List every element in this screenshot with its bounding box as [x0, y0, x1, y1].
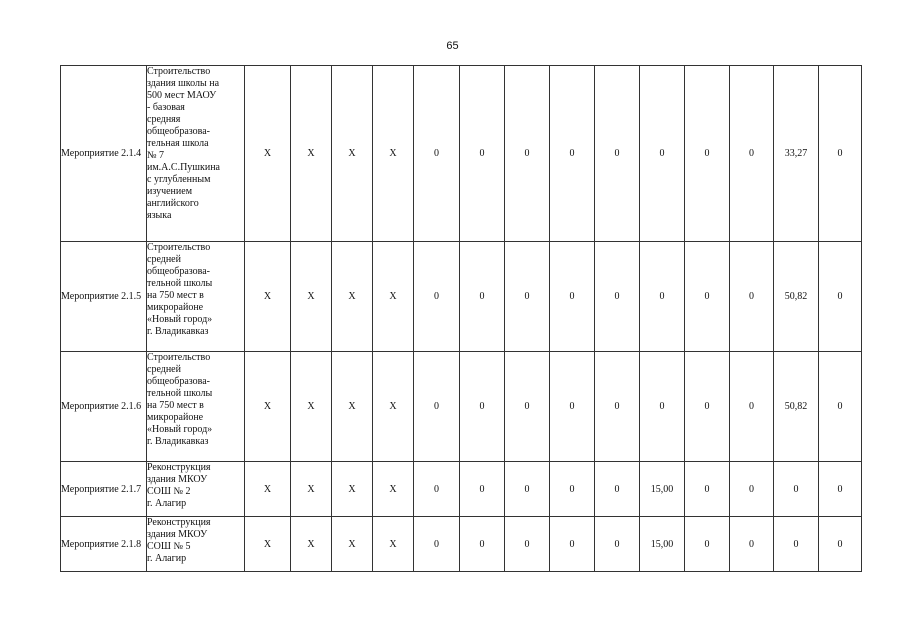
- value-cell: X: [291, 352, 332, 462]
- value-cell: 50,82: [774, 242, 819, 352]
- description-line: общеобразова-: [147, 266, 211, 277]
- description-line: средней: [147, 254, 181, 265]
- value-cell: 0: [640, 66, 685, 242]
- value-cell: X: [373, 517, 414, 572]
- description-line: Строительство: [147, 242, 211, 253]
- value-cell: 0: [505, 462, 550, 517]
- value-cell: 0: [730, 517, 774, 572]
- value-cell: X: [291, 66, 332, 242]
- value-cell: 0: [595, 517, 640, 572]
- page-number: 65: [446, 40, 459, 52]
- measure-label: Мероприятие 2.1.5: [61, 242, 147, 352]
- description-line: языка: [147, 210, 172, 221]
- description-line: тельной школы: [147, 278, 213, 289]
- value-cell: 0: [685, 517, 730, 572]
- value-cell: 0: [550, 462, 595, 517]
- value-cell: 0: [640, 242, 685, 352]
- value-cell: 0: [819, 66, 862, 242]
- value-cell: 0: [595, 66, 640, 242]
- description-line: Строительство: [147, 66, 211, 77]
- value-cell: 0: [460, 352, 505, 462]
- description-line: Реконструкция: [147, 517, 211, 528]
- table-row: [61, 462, 862, 517]
- value-cell: 0: [460, 66, 505, 242]
- value-cell: X: [245, 242, 291, 352]
- value-cell: 0: [685, 66, 730, 242]
- description-line: «Новый город»: [147, 424, 213, 435]
- description-line: на 750 мест в: [147, 400, 204, 411]
- value-cell: 0: [685, 462, 730, 517]
- value-cell: 0: [730, 66, 774, 242]
- value-cell: 0: [730, 352, 774, 462]
- description-line: «Новый город»: [147, 314, 213, 325]
- value-cell: X: [291, 242, 332, 352]
- description-line: № 7: [147, 150, 165, 161]
- value-cell: X: [245, 462, 291, 517]
- value-cell: X: [245, 66, 291, 242]
- description-line: г. Алагир: [147, 553, 187, 564]
- value-cell: 0: [819, 242, 862, 352]
- value-cell: 0: [505, 352, 550, 462]
- value-cell: 0: [595, 462, 640, 517]
- measure-description: [147, 352, 245, 462]
- value-cell: 0: [460, 242, 505, 352]
- value-cell: X: [291, 462, 332, 517]
- value-cell: 0: [819, 517, 862, 572]
- value-cell: 0: [550, 242, 595, 352]
- measure-label: Мероприятие 2.1.7: [61, 462, 147, 517]
- description-line: им.А.С.Пушкина: [147, 162, 220, 173]
- description-line: г. Владикавказ: [147, 436, 209, 447]
- description-line: здания школы на: [147, 78, 220, 89]
- description-line: Строительство: [147, 352, 211, 363]
- value-cell: 0: [414, 352, 460, 462]
- description-line: английского: [147, 198, 199, 209]
- value-cell: 0: [685, 352, 730, 462]
- description-line: с углубленным: [147, 174, 211, 185]
- value-cell: 0: [819, 352, 862, 462]
- description-line: общеобразова-: [147, 376, 211, 387]
- description-line: здания МКОУ: [147, 529, 208, 540]
- value-cell: 0: [595, 352, 640, 462]
- table-row: [61, 352, 862, 462]
- value-cell: 0: [505, 242, 550, 352]
- value-cell: 0: [505, 66, 550, 242]
- value-cell: X: [332, 352, 373, 462]
- value-cell: X: [332, 517, 373, 572]
- value-cell: 0: [730, 242, 774, 352]
- value-cell: 0: [460, 517, 505, 572]
- measure-label: Мероприятие 2.1.6: [61, 352, 147, 462]
- description-line: г. Алагир: [147, 498, 187, 509]
- value-cell: 0: [774, 517, 819, 572]
- value-cell: 0: [550, 66, 595, 242]
- description-line: - базовая: [147, 102, 185, 113]
- description-line: на 750 мест в: [147, 290, 204, 301]
- value-cell: X: [373, 242, 414, 352]
- value-cell: 0: [414, 242, 460, 352]
- value-cell: 0: [685, 242, 730, 352]
- measure-description: [147, 462, 245, 517]
- description-line: СОШ № 2: [147, 486, 191, 497]
- measure-description: [147, 66, 245, 242]
- measures-table: [60, 65, 862, 572]
- value-cell: 0: [550, 517, 595, 572]
- description-line: г. Владикавказ: [147, 326, 209, 337]
- measure-label: Мероприятие 2.1.4: [61, 66, 147, 242]
- value-cell: X: [332, 66, 373, 242]
- value-cell: 50,82: [774, 352, 819, 462]
- value-cell: X: [373, 462, 414, 517]
- description-line: тельной школы: [147, 388, 213, 399]
- value-cell: 0: [414, 66, 460, 242]
- table-row: [61, 66, 862, 242]
- value-cell: X: [332, 242, 373, 352]
- value-cell: 0: [595, 242, 640, 352]
- description-line: тельная школа: [147, 138, 209, 149]
- description-line: микрорайоне: [147, 412, 204, 423]
- value-cell: 0: [774, 462, 819, 517]
- description-line: СОШ № 5: [147, 541, 191, 552]
- value-cell: 0: [640, 352, 685, 462]
- description-line: здания МКОУ: [147, 474, 208, 485]
- measure-description: [147, 517, 245, 572]
- description-line: общеобразова-: [147, 126, 211, 137]
- description-line: 500 мест МАОУ: [147, 90, 217, 101]
- value-cell: X: [245, 352, 291, 462]
- value-cell: 0: [414, 462, 460, 517]
- value-cell: 0: [505, 517, 550, 572]
- value-cell: 15,00: [640, 462, 685, 517]
- measure-description: [147, 242, 245, 352]
- value-cell: 33,27: [774, 66, 819, 242]
- table-row: [61, 517, 862, 572]
- value-cell: X: [373, 352, 414, 462]
- value-cell: X: [332, 462, 373, 517]
- value-cell: 0: [414, 517, 460, 572]
- description-line: средняя: [147, 114, 181, 125]
- description-line: Реконструкция: [147, 462, 211, 473]
- measure-label: Мероприятие 2.1.8: [61, 517, 147, 572]
- description-line: средней: [147, 364, 181, 375]
- value-cell: X: [373, 66, 414, 242]
- value-cell: 0: [730, 462, 774, 517]
- description-line: изучением: [147, 186, 193, 197]
- table-row: [61, 242, 862, 352]
- value-cell: X: [291, 517, 332, 572]
- value-cell: 0: [819, 462, 862, 517]
- value-cell: X: [245, 517, 291, 572]
- value-cell: 0: [460, 462, 505, 517]
- value-cell: 0: [550, 352, 595, 462]
- description-line: микрорайоне: [147, 302, 204, 313]
- value-cell: 15,00: [640, 517, 685, 572]
